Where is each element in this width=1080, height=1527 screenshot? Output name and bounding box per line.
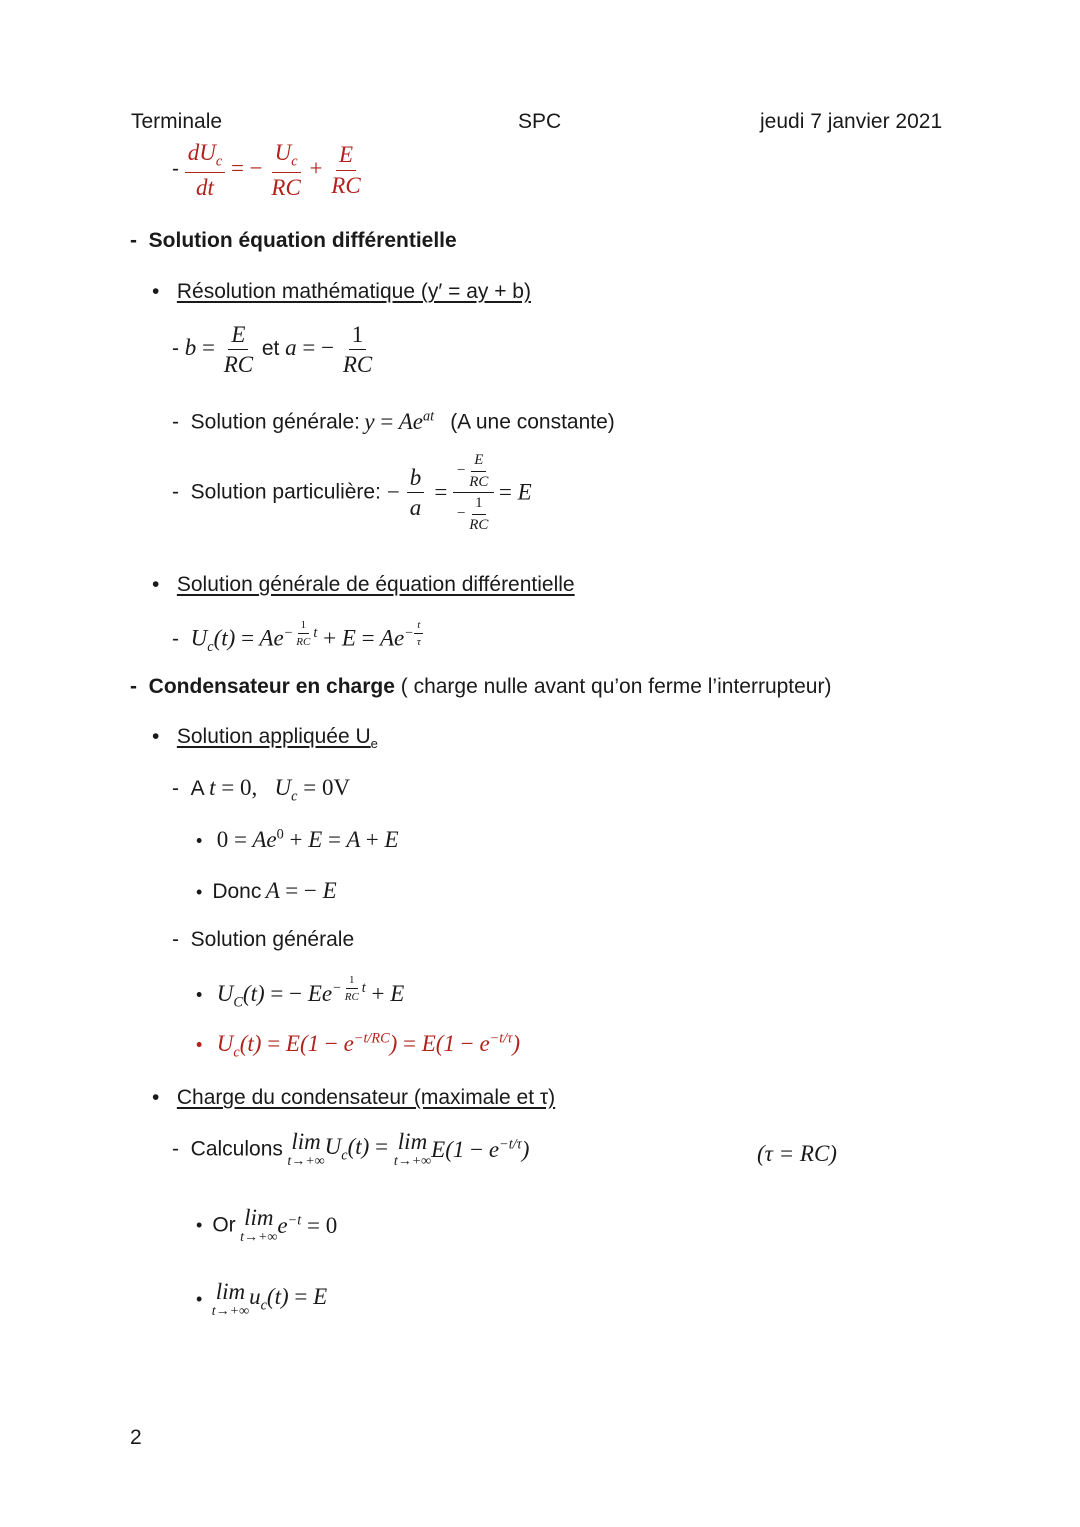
section-solution: - Solution équation différentielle [130,229,457,252]
page-number: 2 [130,1426,142,1449]
coefficients-equation: - b = $\frac{E}{RC}$ et a = − $\frac{1}{RC}$ [172,322,373,378]
differential-equation: - $\frac{dU_c}{dt}$ = − $\frac{U_c}{RC}$ + $\frac{E}{RC}$ [172,140,361,201]
header-left: Terminale [131,110,223,133]
solution-appliquee-label: Solution appliquée U [176,725,371,748]
charge-label: Charge du condensateur (maximale et τ) [176,1086,556,1109]
donc-word: Donc [212,880,262,903]
solution-generale-line: - Solution générale: $y = Ae^{at}$ (A une constante) [172,408,615,434]
limit-calculation: - Calculons lim t→+∞ $U_c(t)$ = lim t→+∞ $E(1 - e^{-t/\tau})$ [172,1129,530,1169]
uc-general-equation: - $U_c(t) = Ae^{- \frac{1}{RC} t} + E = Ae^{- \frac{t}{\tau}}$ [172,619,424,656]
section-solution-title: Solution équation différentielle [148,229,457,252]
or-limit-line: • Or lim t→+∞ $e^{-t} = 0$ [196,1205,338,1245]
tau-equation: (τ = RC) [757,1141,837,1166]
solution-generale-note: (A une constante) [450,410,615,434]
donc-line: • Donc A = − E [196,878,337,903]
at-word: A [190,777,205,800]
uc-charge-equation: • $U_c(t) = E(1 - e^{-t/RC}) = E(1 - e^{-t/\tau})$ [196,1030,520,1061]
or-word: Or [212,1213,236,1237]
bullet-resolution: • Résolution mathématique (y′ = ay + b) [152,280,531,303]
condensateur-title: Condensateur en charge [148,675,395,698]
initial-condition: - A t = 0, $U_c = 0V$ [172,775,351,805]
uc-solution-equation: • $U_C(t)$ = − $Ee^{- \frac{1}{RC} t} + E$ [196,974,405,1011]
header-right: jeudi 7 janvier 2021 [760,110,943,133]
final-limit-line: • lim t→+∞ $u_c(t) = E$ [196,1279,328,1319]
bullet-solution-appliquee: • Solution appliquée $U_e$ [152,725,378,752]
solution-gen-eq-label: Solution générale de équation différentielle [176,573,575,596]
solution-particuliere-label: Solution particulière: [190,480,381,504]
initial-equation: • $0 = Ae^0 + E = A + E$ [196,826,399,852]
bullet-charge: • Charge du condensateur (maximale et τ) [152,1086,556,1109]
solution-generale2-line: - Solution générale [172,928,355,951]
resolution-label: Résolution mathématique (y′ = ay + b) [176,280,531,303]
solution-particuliere-line: - Solution particulière: − $\frac{b}{a}$ = − $\frac{E}{RC}$ − $\frac{1}{RC}$ = E [172,452,532,533]
et-word: et [261,337,280,361]
section-condensateur: - Condensateur en charge ( charge nulle avant qu’on ferme l’interrupteur) [130,675,832,698]
condensateur-note: ( charge nulle avant qu’on ferme l’interrupteur) [400,675,832,698]
header-center: SPC [518,110,562,133]
calculons-word: Calculons [190,1137,283,1161]
bullet-solution-gen-eq: • Solution générale de équation différentielle [152,573,575,596]
solution-appliquee-sub: e [370,736,378,752]
solution-generale2-label: Solution générale [190,928,355,951]
solution-generale-label: Solution générale: [190,410,360,434]
